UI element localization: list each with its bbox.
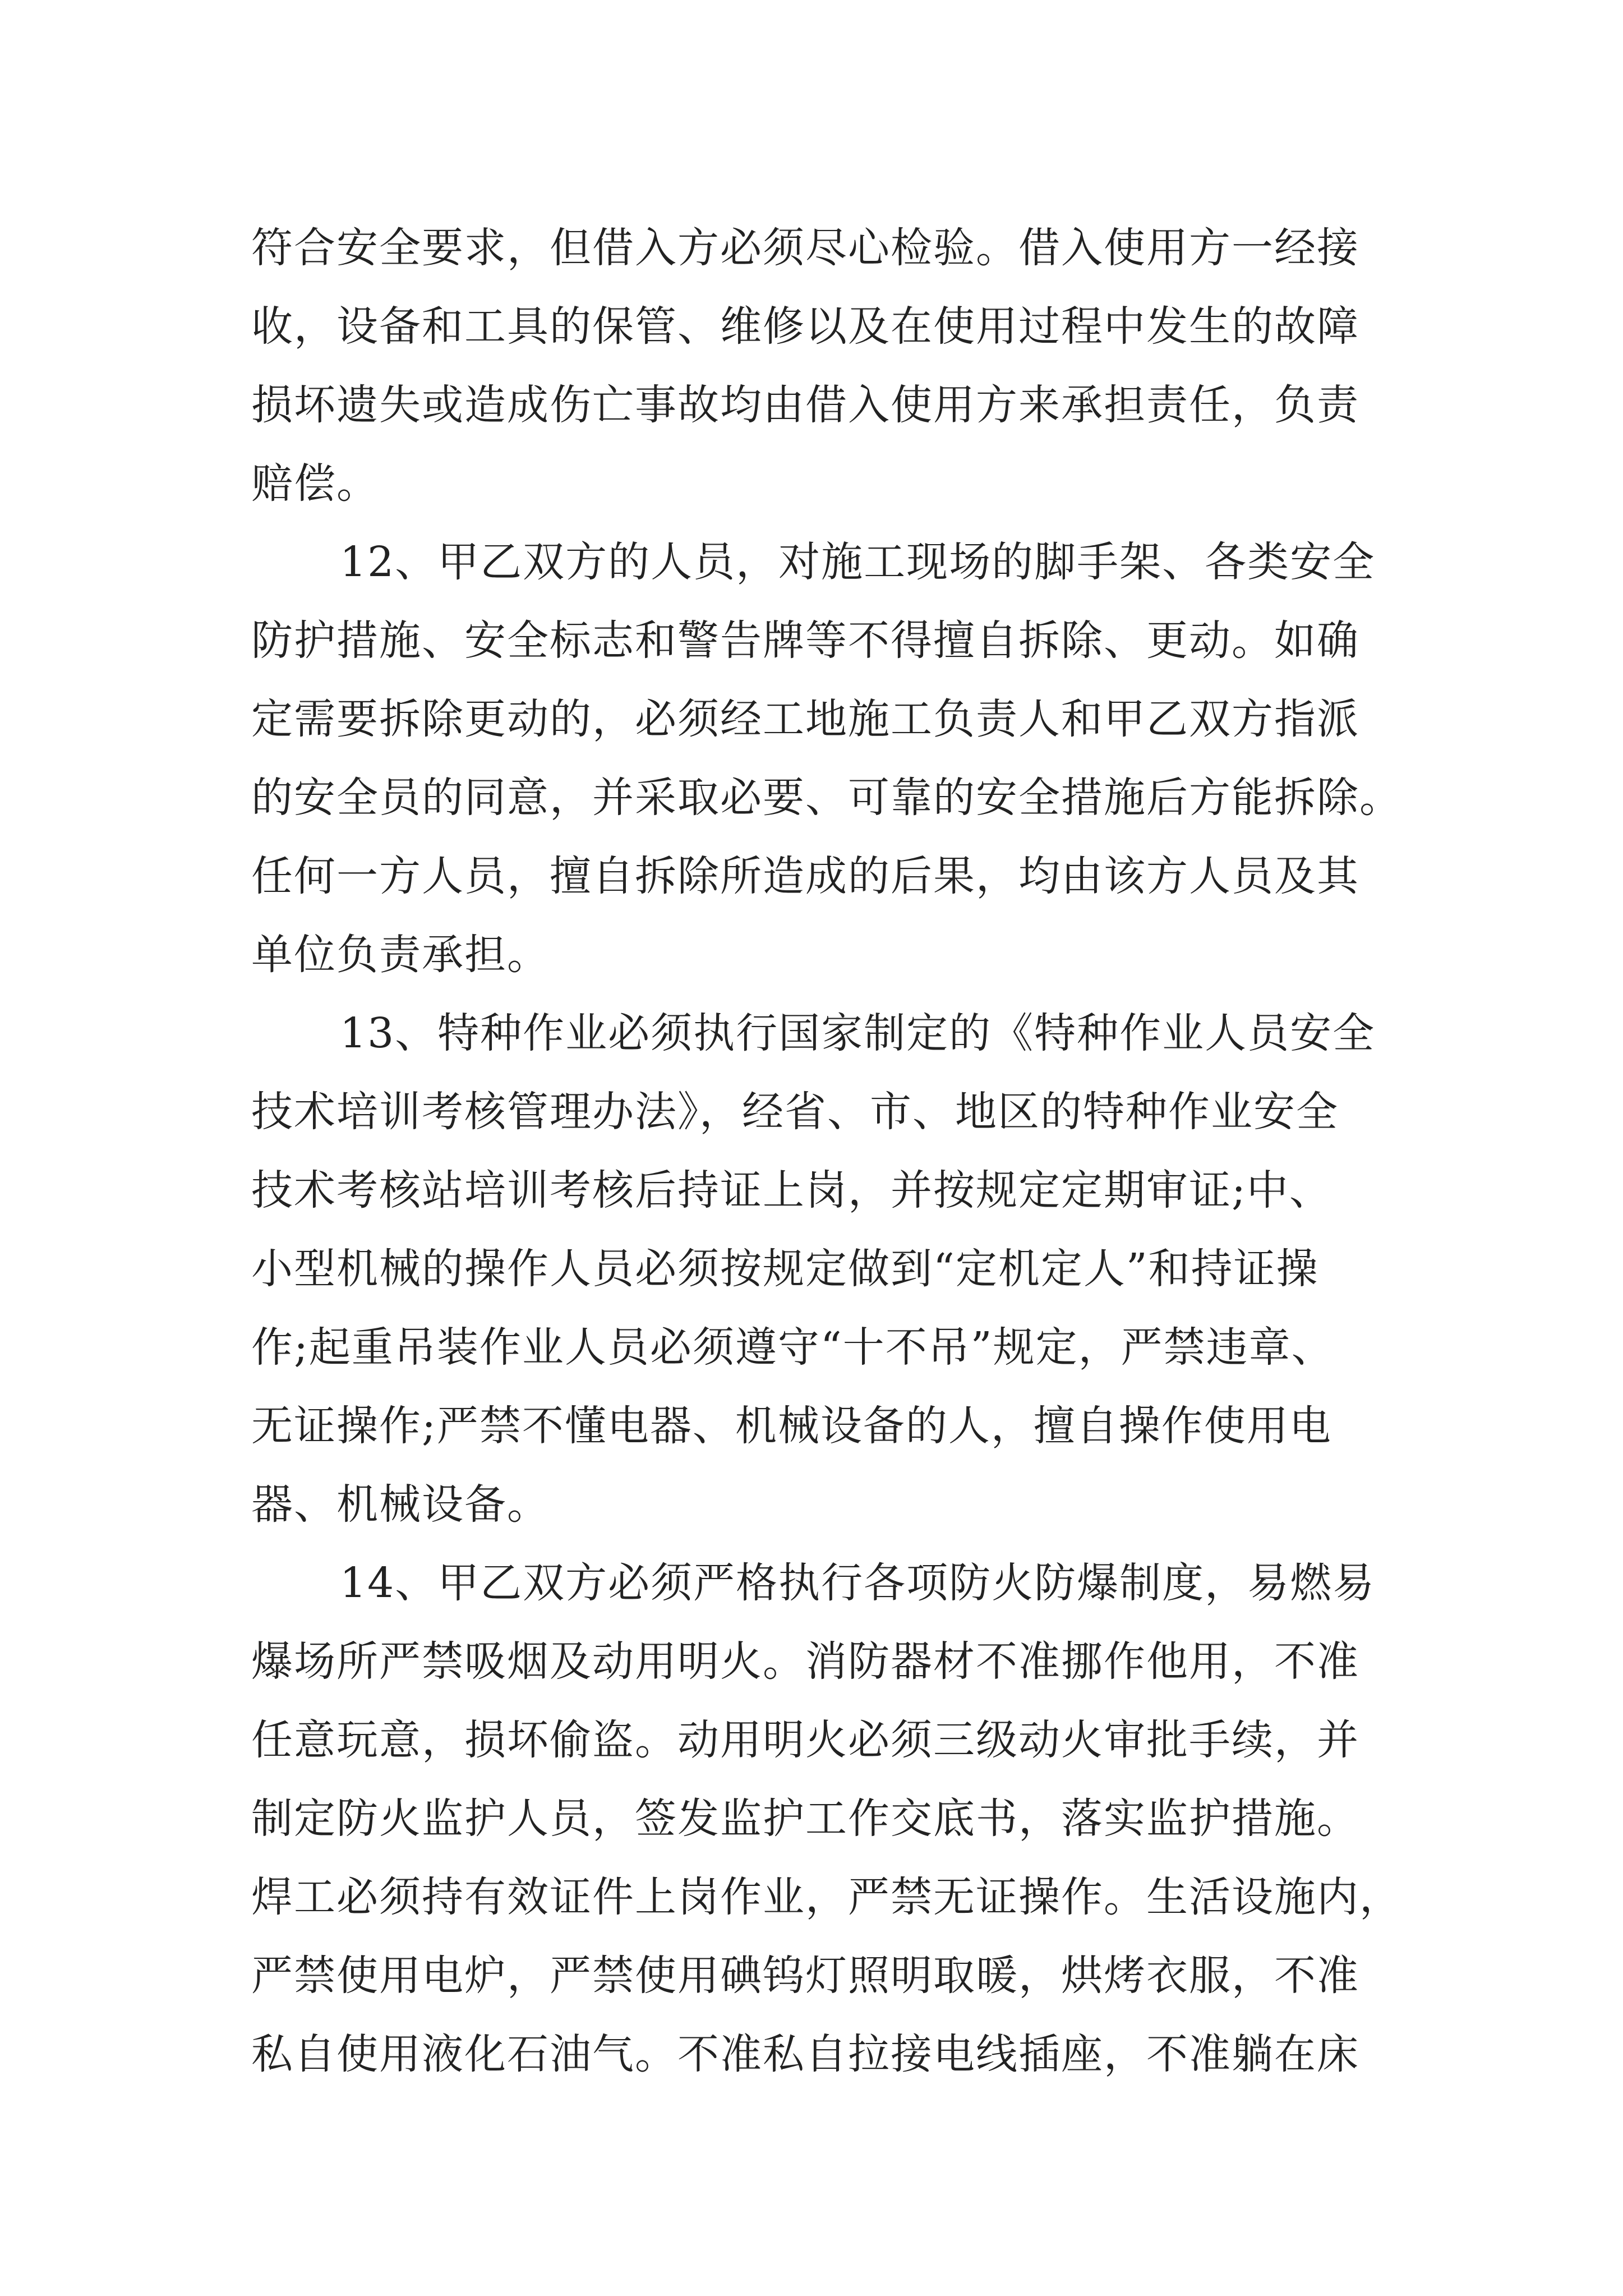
- paragraph-14: [251, 1544, 1402, 2093]
- text-line: 焊工必须持有效证件上岗作业，严禁无证操作。生活设施内，: [251, 1873, 1402, 1921]
- text-line: 爆场所严禁吸烟及动用明火。消防器材不准挪作他用，不准: [251, 1637, 1359, 1686]
- text-line: 严禁使用电炉，严禁使用碘钨灯照明取暖，烘烤衣服，不准: [251, 1952, 1359, 2000]
- text-line: 赔偿。: [251, 459, 379, 508]
- text-line: 13、特种作业必须执行国家制定的《特种作业人员安全: [340, 1009, 1376, 1057]
- paragraph-13: [251, 994, 1384, 1544]
- text-line: 技术考核站培训考核后持证上岗，并按规定定期审证;中、: [251, 1166, 1332, 1214]
- text-line: 12、甲乙双方的人员，对施工现场的脚手架、各类安全: [340, 538, 1376, 586]
- text-line: 私自使用液化石油气。不准私自拉接电线插座，不准躺在床: [251, 2030, 1359, 2078]
- text-line: 制定防火监护人员，签发监护工作交底书，落实监护措施。: [251, 1795, 1359, 1843]
- text-line: 防护措施、安全标志和警告牌等不得擅自拆除、更动。如确: [251, 616, 1359, 665]
- text-line: 单位负责承担。: [251, 931, 550, 979]
- text-line: 14、甲乙双方必须严格执行各项防火防爆制度，易燃易: [340, 1559, 1376, 1607]
- paragraph-12: [251, 523, 1402, 994]
- text-line: 作;起重吊装作业人员必须遵守“十不吊”规定，严禁违章、: [251, 1323, 1334, 1372]
- text-line: 小型机械的操作人员必须按规定做到“定机定人”和持证操: [251, 1245, 1319, 1293]
- text-line: 收，设备和工具的保管、维修以及在使用过程中发生的故障: [251, 302, 1359, 351]
- text-line: 符合安全要求，但借入方必须尽心检验。借入使用方一经接: [251, 224, 1359, 272]
- document-body: [251, 209, 1402, 2093]
- text-line: 技术培训考核管理办法》，经省、市、地区的特种作业安全: [251, 1088, 1339, 1136]
- paragraph-continued: [251, 209, 1384, 523]
- text-line: 定需要拆除更动的，必须经工地施工负责人和甲乙双方指派: [251, 695, 1359, 743]
- text-line: 任何一方人员，擅自拆除所造成的后果，均由该方人员及其: [251, 852, 1359, 900]
- text-line: 的安全员的同意，并采取必要、可靠的安全措施后方能拆除。: [251, 774, 1402, 822]
- text-line: 无证操作;严禁不懂电器、机械设备的人，擅自操作使用电: [251, 1402, 1332, 1450]
- text-line: 器、机械设备。: [251, 1480, 550, 1529]
- text-line: 任意玩意，损坏偷盗。动用明火必须三级动火审批手续，并: [251, 1716, 1359, 1764]
- text-line: 损坏遗失或造成伤亡事故均由借入使用方来承担责任，负责: [251, 381, 1359, 429]
